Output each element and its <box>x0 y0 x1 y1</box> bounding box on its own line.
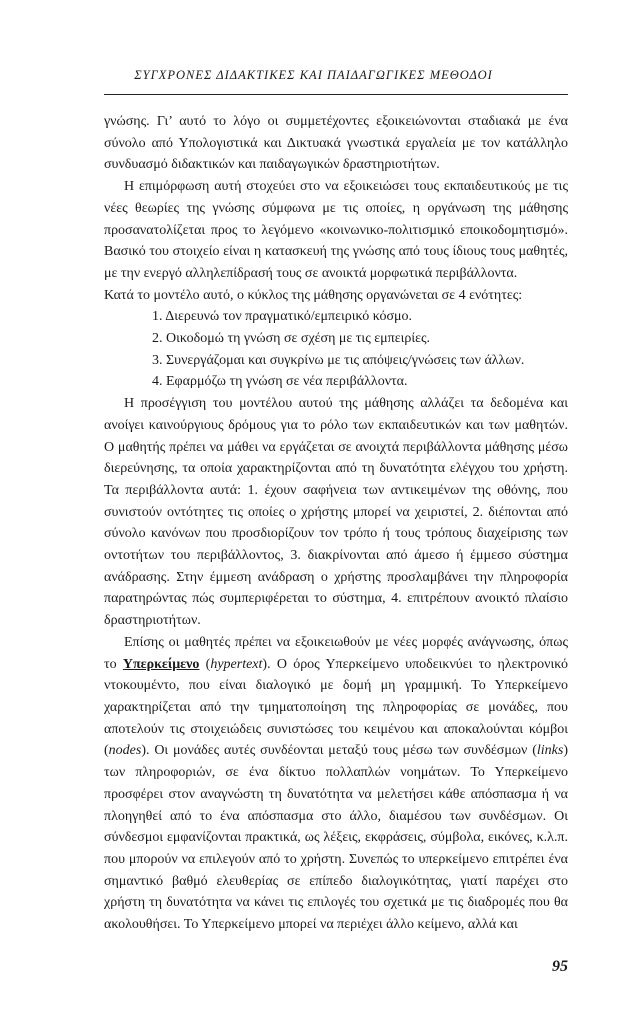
learning-cycle-list <box>104 306 568 393</box>
paragraph-2: Η επιμόρφωση αυτή στοχεύει στο να εξοικειώσει τους εκπαιδευτικούς με τις νέες θεωρίες της γνώσης σύμφωνα με τις οποίες, η οργάνωση της μάθησης προσανατολίζεται προς το λεγόμενο «κοινωνικο-πολιτισμικό εποικοδομητισμό». Βασικό του στοιχείο είναι η κατασκευή της γνώσης από τους ίδιους τους μαθητές, με την ενεργό αλληλεπίδρασή τους σε ανοικτά μορφωτικά περιβάλλοντα. <box>104 179 568 281</box>
paragraph-4-part: ( <box>199 656 211 672</box>
paragraph-3: Η προσέγγιση του μοντέλου αυτού της μάθησης αλλάζει τα δεδομένα και ανοίγει καινούργιους δρόμους για το ρόλο των εκπαιδευτικών και των μαθητών. Ο μαθητής πρέπει να μάθει να εργάζεται σε ανοιχτά περιβάλλοντα μάθησης μέσω διερεύνησης, τα οποία χαρακτηρίζονται από τη δυνατότητα ελέγχου του χρήστη. Τα περιβάλλοντα αυτά: 1. έχουν σαφήνεια των αντικειμένων της οθόνης, που συνιστούν οντότητες τις οποίες ο χρήστης μπορεί να χειριστεί, 2. διέπονται από σύνολο κανόνων που προσδιορίζουν τον τρόπο ή τους τρόπους διαχείρισης των οντοτήτων του περιβάλλοντος, 3. διακρίνονται από άμεσο ή έμμεσο σύστημα ανάδρασης. Στην έμμεση ανάδραση ο χρήστης προσλαμβάνει την πληροφορία παρατηρώντας πώς συμπεριφέρεται το σύστημα, 4. επιτρέπουν ανοικτό πλαίσιο δραστηριοτήτων. <box>104 396 568 629</box>
paragraph-4-part: Επίσης οι μαθητές πρέπει να εξοικειωθούν με νέες μορφές ανάγνωσης, όπως το <box>104 634 568 672</box>
paragraph-4 <box>104 632 568 936</box>
page-number: 95 <box>552 958 568 975</box>
links-term: links <box>536 743 564 759</box>
list-item: 4. Εφαρμόζω τη γνώση σε νέα περιβάλλοντα. <box>152 374 408 390</box>
hypertext-term: Υπερκείμενο <box>122 656 200 672</box>
paragraph-1: γνώσης. Γι’ αυτό το λόγο οι συμμετέχοντες εξοικειώνονται σταδιακά με ένα σύνολο από Υπολογιστικά και Δικτυακά γνωστικά εργαλεία με τον κατάλληλο συνδυασμό διδακτικών και παιδαγωγικών δραστηριοτήτων. <box>104 114 568 173</box>
paragraph-4-part: ). Ο όρος Υπερκείμενο υποδεικνύει το ηλεκτρονικό ντοκουμέντο, που είναι διαλογικό με δομή μη γραμμική. Το Υπερκείμενο χαρακτηρίζεται από την τμηματοποίηση της πληροφορίας σε μονάδες, που αποτελούν τις στοιχειώδεις συνιστώσες του κειμένου και αποκαλούνται κόμβοι ( <box>104 656 568 759</box>
list-intro: Κατά το μοντέλο αυτό, ο κύκλος της μάθησης οργανώνεται σε 4 ενότητες: <box>104 287 523 303</box>
body-text <box>104 111 568 936</box>
list-item: 3. Συνεργάζομαι και συγκρίνω με τις απόψεις/γνώσεις των άλλων. <box>152 352 525 368</box>
paragraph-4-part: ). Οι μονάδες αυτές συνδέονται μεταξύ τους μέσω των συνδέσμων ( <box>141 743 537 759</box>
list-item: 1. Διερευνώ τον πραγματικό/εμπειρικό κόσμο. <box>152 309 413 325</box>
running-head: ΣΥΓΧΡΟΝΕΣ ΔΙΔΑΚΤΙΚΕΣ ΚΑΙ ΠΑΙΔΑΓΩΓΙΚΕΣ ΜΕΘΟΔΟΙ <box>134 68 493 82</box>
header-rule <box>104 94 568 95</box>
paragraph-4-part: ) των πληροφοριών, σε ένα δίκτυο πολλαπλών νοημάτων. Το Υπερκείμενο προσφέρει στον αναγνώστη τη δυνατότητα να μελετήσει κάθε απόσπασμα ή να πλοηγηθεί από το ένα απόσπασμα στο άλλο, διαμέσου των συνδέσμων. Οι σύνδεσμοι εμφανίζονται πρακτικά, ως λέξεις, εκφράσεις, σύμβολα, εικόνες, κ.λ.π. που μπορούν να επιλεγούν από το χρήστη. Συνεπώς το υπερκείμενο επιτρέπει ένα σημαντικό βαθμό ελευθερίας σε επίπεδο διαλογικότητας, γιατί παρέχει στο χρήστη τη δυνατότητα να κάνει τις επιλογές του σχετικά με τις διαδρομές που θα ακολουθήσει. Το Υπερκείμενο μπορεί να περιέχει άλλο κείμενο, αλλά και <box>104 743 568 933</box>
list-item: 2. Οικοδομώ τη γνώση σε σχέση με τις εμπειρίες. <box>152 331 431 347</box>
nodes-term: nodes <box>108 743 142 759</box>
hypertext-english-term: hypertext <box>210 656 263 672</box>
